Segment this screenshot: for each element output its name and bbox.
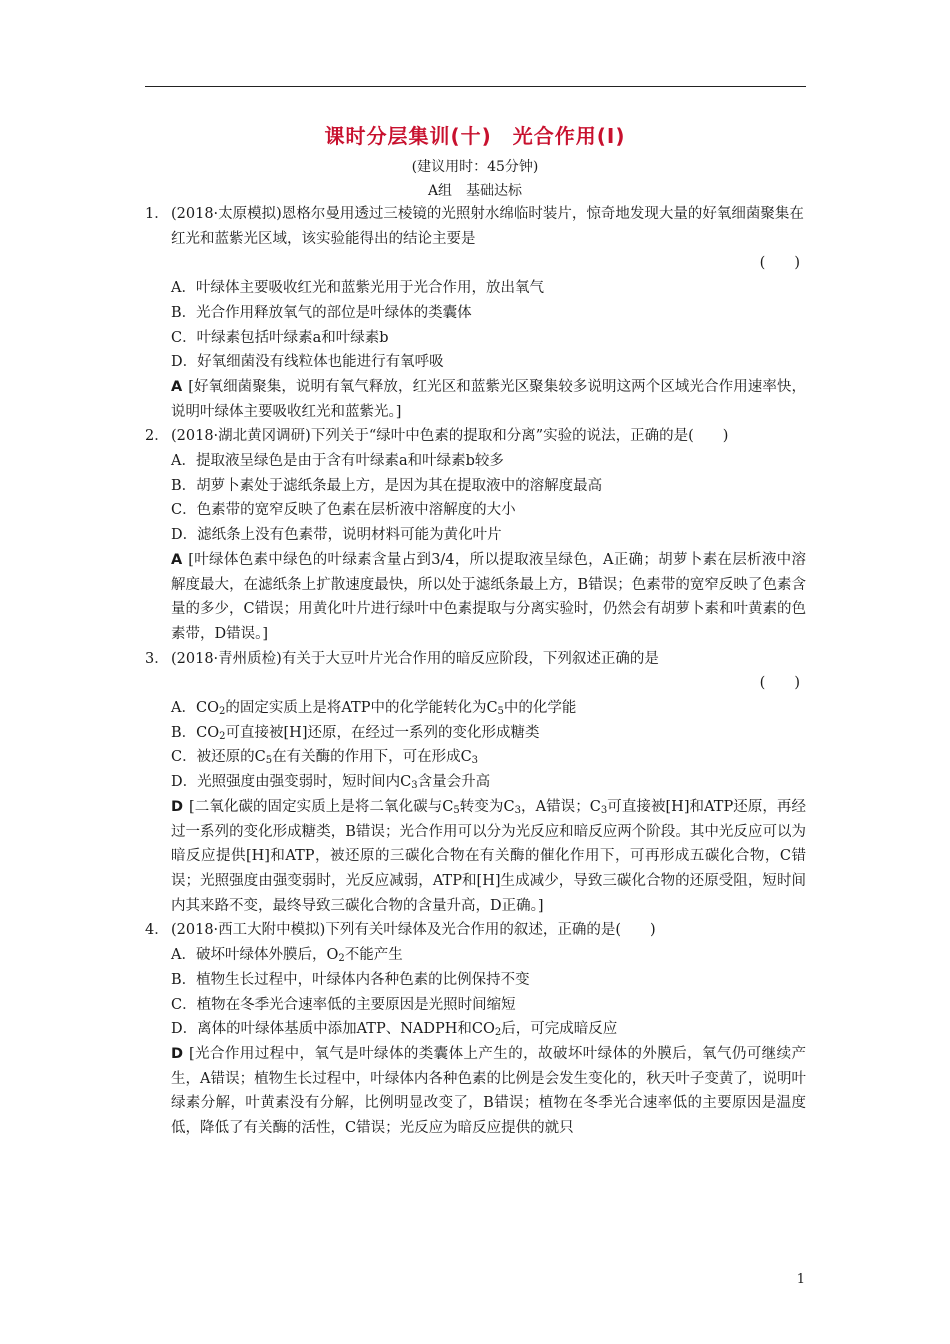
answer-key: D xyxy=(171,1045,184,1062)
header-rule xyxy=(145,86,806,87)
answer-explanation xyxy=(145,375,806,424)
answer-blank: ( ) xyxy=(759,675,800,692)
option-d: D．滤纸条上没有色素带，说明材料可能为黄化叶片 xyxy=(171,527,502,544)
question-list xyxy=(145,202,806,1141)
option-c: C．植物在冬季光合速率低的主要原因是光照时间缩短 xyxy=(171,996,516,1013)
time-suggestion: (建议用时：45分钟) xyxy=(411,159,539,175)
question-number: 4． xyxy=(145,922,169,939)
question-stem: (2018·青州质检)有关于大豆叶片光合作用的暗反应阶段，下列叙述正确的是 xyxy=(171,650,659,667)
answer-key: D xyxy=(171,798,184,815)
question-3 xyxy=(145,647,806,672)
answer-explanation xyxy=(145,548,806,647)
answer-explanation: D [二氧化碳的固定实质上是将二氧化碳与$C_5$转变为$C_3$，A错误；$C_3$可直接被[H]和ATP还原，再经过一系列的变化形成糖类，B错误；光合作用可以分为光反应和暗反应两个阶段。其中光反应可以为暗反应提供[H]和ATP，被还原的三碳化合物在有关酶的催化作用下，可再形成五碳化合物，C错误；光照强度由强变弱时，光反应减弱，ATP和[H]生成减少，导致三碳化合物的还原受阻，短时间内其来路不变，最终导致三碳化合物的含量升高，D正确。] xyxy=(171,798,806,914)
question-4 xyxy=(145,918,806,943)
option-b: B．光合作用释放氧气的部位是叶绿体的类囊体 xyxy=(171,304,472,321)
option-d: D．离体的叶绿体基质中添加ATP、NADPH和$CO_2$后，可完成暗反应 xyxy=(171,1021,618,1039)
option-a: A．提取液呈绿色是由于含有叶绿素a和叶绿素b较多 xyxy=(171,453,504,470)
question-number: 1． xyxy=(145,206,169,222)
page-title: 课时分层集训(十) 光合作用(Ⅰ) xyxy=(324,124,626,148)
answer-blank: ( ) xyxy=(759,255,800,272)
answer-key: A xyxy=(171,551,183,568)
option-c: C．叶绿素包括叶绿素a和叶绿素b xyxy=(171,329,389,346)
explanation-text: [叶绿体色素中绿色的叶绿素含量占到3/4，所以提取液呈绿色，A正确；胡萝卜素在层析液中溶解度最大，在滤纸条上扩散速度最快，所以处于滤纸条最上方，B错误；色素带的宽窄反映了色素含量的多少，C错误；用黄化叶片进行绿叶中色素提取与分离实验时，仍然会有胡萝卜素和叶黄素的色素带，D错误。] xyxy=(171,551,806,642)
option-b: B．植物生长过程中，叶绿体内各种色素的比例保持不变 xyxy=(171,971,530,988)
question-stem: (2018·太原模拟)恩格尔曼用透过三棱镜的光照射水绵临时装片，惊奇地发现大量的好氧细菌聚集在红光和蓝紫光区域，该实验能得出的结论主要是 xyxy=(171,206,804,247)
option-c: C．色素带的宽窄反映了色素在层析液中溶解度的大小 xyxy=(171,502,516,519)
option-b: B．$CO_2$可直接被[H]还原，在经过一系列的变化形成糖类 xyxy=(171,724,540,742)
question-2 xyxy=(145,424,806,449)
answer-explanation xyxy=(145,1042,806,1141)
option-b: B．胡萝卜素处于滤纸条最上方，是因为其在提取液中的溶解度最高 xyxy=(171,477,603,494)
option-d: D．好氧细菌没有线粒体也能进行有氧呼吸 xyxy=(171,354,444,371)
explanation-text: [光合作用过程中，氧气是叶绿体的类囊体上产生的，故破坏叶绿体的外膜后，氧气仍可继续产生，A错误；植物生长过程中，叶绿体内各种色素的比例是会发生变化的，秋天叶子变黄了，说明叶绿素分解，叶黄素没有分解，比例明显改变了，B错误；植物在冬季光合速率低的主要原因是温度低，降低了有关酶的活性，C错误；光反应为暗反应提供的就只 xyxy=(171,1045,806,1137)
answer-key: A xyxy=(171,378,183,395)
question-number: 2． xyxy=(145,428,169,445)
question-stem: (2018·西工大附中模拟)下列有关叶绿体及光合作用的叙述，正确的是( ) xyxy=(171,922,656,939)
question-stem: (2018·湖北黄冈调研)下列关于“绿叶中色素的提取和分离”实验的说法，正确的是( ) xyxy=(171,428,729,445)
question-1 xyxy=(145,202,806,251)
option-d: D．光照强度由强变弱时，短时间内$C_3$含量会升高 xyxy=(171,774,491,792)
option-a: A．破坏叶绿体外膜后，$O_2$不能产生 xyxy=(171,947,403,965)
group-heading: A组 基础达标 xyxy=(427,183,523,199)
option-c: C．被还原的$C_5$在有关酶的作用下，可在形成$C_3$ xyxy=(171,749,479,767)
option-a: A．叶绿体主要吸收红光和蓝紫光用于光合作用，放出氧气 xyxy=(171,280,544,297)
question-number: 3． xyxy=(145,650,169,667)
page-number: 1 xyxy=(796,1272,805,1287)
explanation-text: [好氧细菌聚集，说明有氧气释放，红光区和蓝紫光区聚集较多说明这两个区域光合作用速率快，说明叶绿体主要吸收红光和蓝紫光。] xyxy=(171,378,806,420)
option-a: A．$CO_2$的固定实质上是将ATP中的化学能转化为$C_5$中的化学能 xyxy=(171,700,577,718)
